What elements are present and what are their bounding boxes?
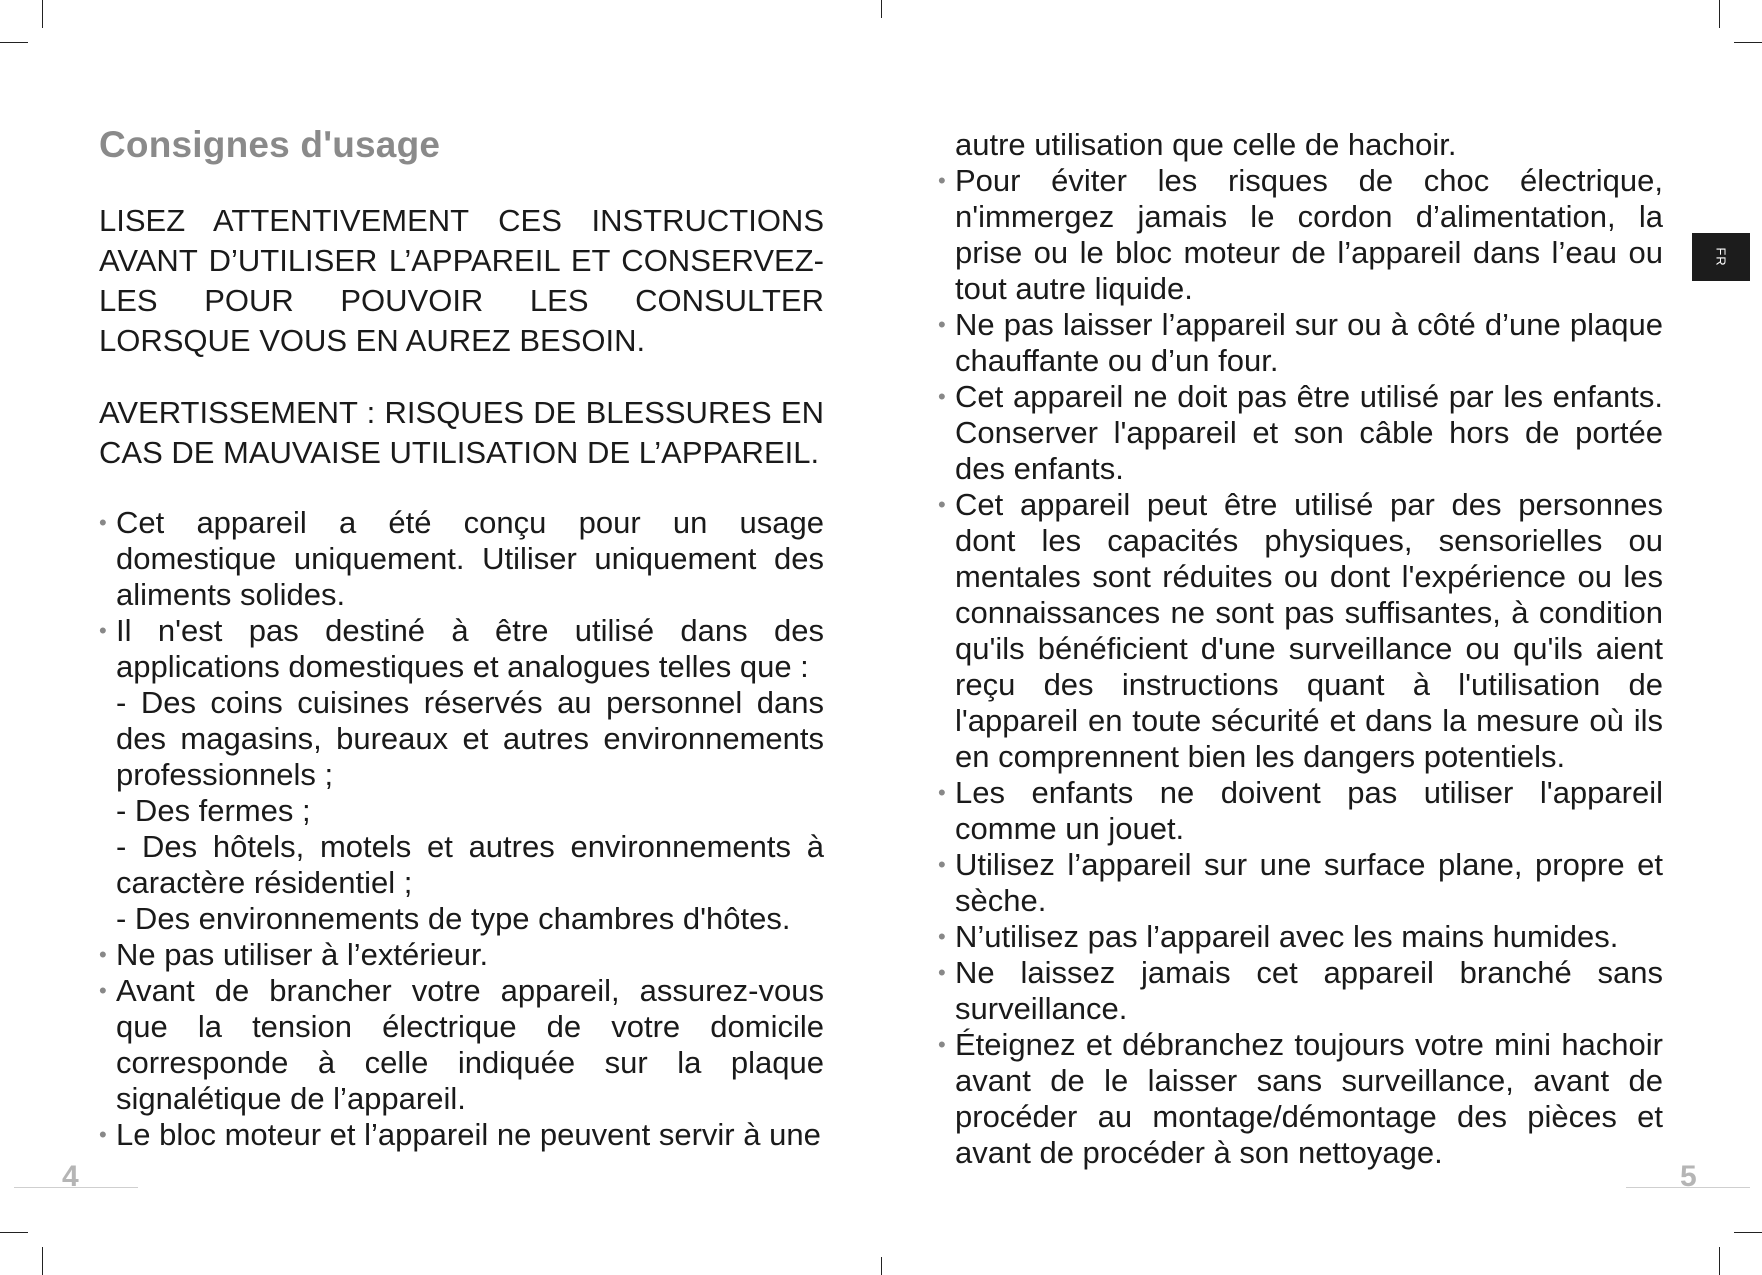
- bullet-icon: •: [938, 780, 946, 805]
- list-item-text: Les enfants ne doivent pas utiliser l'appareil comme un jouet.: [955, 775, 1663, 846]
- list-item: [938, 163, 1663, 307]
- list-item-text: Avant de brancher votre appareil, assurez-vous que la tension électrique de votre domicile corresponde à celle indiquée sur la plaque signalétique de l’appareil.: [116, 973, 824, 1116]
- list-item-text: N’utilisez pas l’appareil avec les mains humides.: [955, 919, 1619, 954]
- bullet-icon: •: [938, 384, 946, 409]
- bullet-icon: •: [938, 492, 946, 517]
- bullet-icon: •: [938, 960, 946, 985]
- crop-mark: [42, 1247, 43, 1275]
- list-item-text: Cet appareil ne doit pas être utilisé par les enfants. Conserver l'appareil et son câble hors de portée des enfants.: [955, 379, 1663, 486]
- bullet-icon: •: [938, 312, 946, 337]
- sub-item-text: - Des fermes ;: [116, 793, 311, 828]
- crop-mark: [881, 0, 882, 18]
- crop-mark: [1719, 0, 1720, 28]
- list-item: [938, 847, 1663, 919]
- list-item-text: Ne laissez jamais cet appareil branché sans surveillance.: [955, 955, 1663, 1026]
- list-item-text: Éteignez et débranchez toujours votre mini hachoir avant de le laisser sans surveillance, avant de procéder au montage/démontage des pièces et avant de procéder à son nettoyage.: [955, 1027, 1663, 1170]
- left-bullet-list: [99, 505, 824, 1153]
- list-item-text: Le bloc moteur et l’appareil ne peuvent servir à une: [116, 1117, 821, 1152]
- warning-paragraph: AVERTISSEMENT : RISQUES DE BLESSURES EN CAS DE MAUVAISE UTILISATION DE L’APPAREIL.: [99, 395, 824, 470]
- list-item: [938, 487, 1663, 775]
- list-item-text: Pour éviter les risques de choc électrique, n'immergez jamais le cordon d’alimentation, la prise ou le bloc moteur de l’appareil dans l’eau ou tout autre liquide.: [955, 163, 1663, 306]
- bullet-icon: •: [938, 168, 946, 193]
- list-item: [938, 1027, 1663, 1171]
- list-item: [99, 505, 824, 613]
- bullet-icon: •: [99, 510, 107, 535]
- crop-mark: [42, 0, 43, 28]
- crop-mark: [0, 1232, 28, 1233]
- sub-list-item: [99, 901, 824, 937]
- bullet-icon: •: [99, 978, 107, 1003]
- crop-mark: [0, 42, 28, 43]
- page-number-left: 4: [62, 1160, 79, 1193]
- list-item: [938, 919, 1663, 955]
- crop-mark: [1734, 1232, 1762, 1233]
- left-instructions: [99, 505, 824, 1153]
- list-item-text: Utilisez l’appareil sur une surface plane, propre et sèche.: [955, 847, 1663, 918]
- bullet-icon: •: [938, 852, 946, 877]
- bullet-icon: •: [99, 942, 107, 967]
- sub-list-item: [99, 793, 824, 829]
- sub-item-text: - Des hôtels, motels et autres environnements à caractère résidentiel ;: [116, 829, 824, 900]
- bullet-icon: •: [938, 924, 946, 949]
- list-item: [99, 1117, 824, 1153]
- crop-mark: [1734, 42, 1762, 43]
- right-instructions: [938, 127, 1663, 1171]
- list-item: [938, 379, 1663, 487]
- page-number-right: 5: [1680, 1160, 1697, 1193]
- list-item-text: Cet appareil peut être utilisé par des personnes dont les capacités physiques, sensorielles ou mentales sont réduites ou dont l'expérience ou les connaissances ne sont pas suffisantes, à condition qu'ils bénéficient d'une surveillance ou qu'ils aient reçu des instructions quant à l'utilisation de l'appareil en toute sécurité et dans la mesure où ils en comprennent bien les dangers potentiels.: [955, 487, 1663, 774]
- page-title: Consignes d'usage: [99, 124, 441, 165]
- crop-mark: [1719, 1247, 1720, 1275]
- continuation-text: autre utilisation que celle de hachoir.: [955, 127, 1457, 162]
- sub-item-text: - Des environnements de type chambres d'hôtes.: [116, 901, 791, 936]
- intro-paragraph: LISEZ ATTENTIVEMENT CES INSTRUCTIONS AVANT D’UTILISER L’APPAREIL ET CONSERVEZ-LES POUR POUVOIR LES CONSULTER LORSQUE VOUS EN AUREZ BESOIN.: [99, 203, 824, 358]
- list-item-text: Il n'est pas destiné à être utilisé dans des applications domestiques et analogues telles que :: [116, 613, 824, 684]
- sub-item-text: - Des coins cuisines réservés au personnel dans des magasins, bureaux et autres environnements professionnels ;: [116, 685, 824, 792]
- list-item: [938, 307, 1663, 379]
- list-item: [99, 937, 824, 973]
- crop-mark: [881, 1257, 882, 1275]
- bullet-icon: •: [99, 1122, 107, 1147]
- language-tab: [1692, 233, 1750, 281]
- list-item-text: Cet appareil a été conçu pour un usage domestique uniquement. Utiliser uniquement des aliments solides.: [116, 505, 824, 612]
- sub-list-item: [99, 829, 824, 901]
- list-item-text: Ne pas laisser l’appareil sur ou à côté d’une plaque chauffante ou d’un four.: [955, 307, 1663, 378]
- sub-list-item: [99, 685, 824, 793]
- list-item: [99, 973, 824, 1117]
- list-item: [938, 955, 1663, 1027]
- list-item-text: Ne pas utiliser à l’extérieur.: [116, 937, 489, 972]
- list-item: [938, 775, 1663, 847]
- right-bullet-list: [938, 163, 1663, 1171]
- list-item: [99, 613, 824, 685]
- language-tab-label: FR: [1713, 247, 1729, 267]
- bullet-icon: •: [99, 618, 107, 643]
- bullet-icon: •: [938, 1032, 946, 1057]
